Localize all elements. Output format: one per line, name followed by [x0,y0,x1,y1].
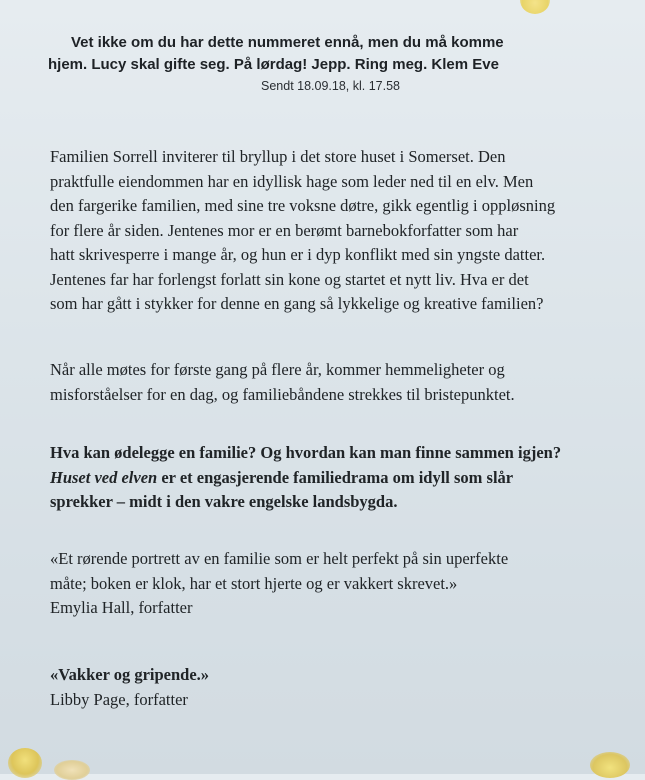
quote-attribution: Emylia Hall, forfatter [50,598,193,617]
text-line: Hva kan ødelegge en familie? Og hvordan kan man finne sammen igjen? [50,443,562,462]
text-line: hatt skrivesperre i mange år, og hun er i dyp konflikt med sin yngste datter. [50,245,546,264]
quote-line: «Vakker og gripende.» [50,665,210,684]
blurb-paragraph-1 [50,145,630,317]
quote-line: «Et rørende portrett av en familie som er helt perfekt på sin uperfekte [50,549,509,568]
text-line: misforståelser for en dag, og familiebåndene strekkes til bristepunktet. [50,384,515,404]
blurb-paragraph-2 [50,358,630,407]
quote-line: måte; boken er klok, har et stort hjerte og er vakkert skrevet.» [50,573,458,593]
yellow-flower-decoration [520,0,550,14]
yellow-flower-decoration [590,752,630,778]
text-line: Jentenes far har forlengst forlatt sin kone og startet et nytt liv. Hva er det [50,269,529,289]
text-line: Familien Sorrell inviterer til bryllup i det store huset i Somerset. Den [50,147,506,166]
text-line: sprekker – midt i den vakre engelske landsbygda. [50,492,398,511]
text-line: som har gått i stykker for denne en gang så lykkelige og kreative familien? [50,294,544,313]
text-fragment: er et engasjerende familiedrama om idyll som slår [157,467,514,487]
review-quote-1 [50,547,630,621]
text-message-timestamp: Sendt 18.09.18, kl. 17.58 [261,79,400,93]
text-line: den fargerike familien, med sine tre voksne døtre, gikk egentlig i oppløsning [50,196,556,215]
text-line: praktfulle eiendommen har en idyllisk hage som leder ned til en elv. Men [50,171,534,191]
book-title: Huset ved elven [50,467,158,487]
text-line [50,466,630,491]
text-message-block [40,32,620,95]
text-message-line: Vet ikke om du har dette nummeret ennå, men du må komme [71,34,504,51]
quote-attribution: Libby Page, forfatter [50,689,188,709]
review-quote-2 [50,663,630,712]
blurb-paragraph-3 [50,441,630,515]
cream-flower-decoration [54,760,90,780]
text-line: for flere år siden. Jentenes mor er en berømt barnebokforfatter som har [50,220,519,240]
text-line: Når alle møtes for første gang på flere år, kommer hemmeligheter og [50,360,505,379]
text-message-line: hjem. Lucy skal gifte seg. På lørdag! Jepp. Ring meg. Klem Eve [48,56,499,73]
